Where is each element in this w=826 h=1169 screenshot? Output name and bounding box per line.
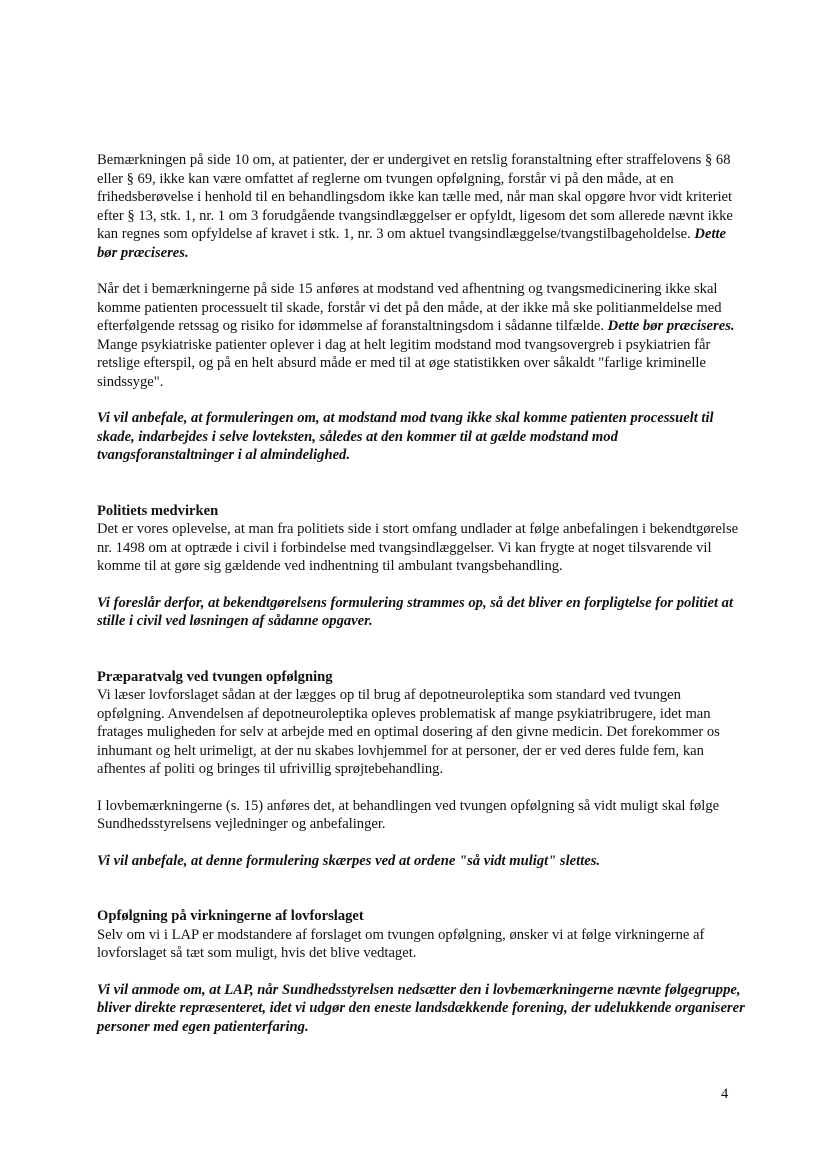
section-police	[97, 502, 747, 576]
section-follow-up	[97, 907, 747, 963]
section-body: Vi læser lovforslaget sådan at der lægges op til brug af depotneuroleptika som standard ved tvungen opfølgning. Anvendelsen af depotneuroleptika opleves problematisk af mange psykiatribrugere, idet man fratages muligheden for selv at arbejde med en optimal dosering af den givne medicin. Det forekommer os inhumant og helt urimeligt, at der nu skabes lovhjemmel for at personer, der er ved deres fulde fem, kan afhentes af politi og bringes til ufrivillig sprøjtebehandling.	[97, 687, 720, 777]
page-number: 4	[721, 1086, 729, 1102]
section-heading: Præparatvalg ved tvungen opfølgning	[97, 668, 333, 685]
section-heading: Opfølgning på virkningerne af lovforslaget	[97, 908, 364, 924]
section-drug-choice	[97, 668, 747, 779]
section-body: Det er vores oplevelse, at man fra politiets side i stort omfang undlader at følge anbefalingen i bekendtgørelse nr. 1498 om at optræde i civil i forbindelse med tvangsindlæggelser. Vi kan frygte at noget tilsvarende vil komme til at gøre sig gældende ved indhentning til ambulant tvangsbehandling.	[97, 521, 739, 574]
section-body: Selv om vi i LAP er modstandere af forslaget om tvungen opfølgning, ønsker vi at følge virkningerne af lovforslaget så tæt som muligt, hvis det blive vedtaget.	[97, 926, 705, 961]
section-heading: Politiets medvirken	[97, 502, 219, 519]
paragraph-remark-page-10: Bemærkningen på side 10 om, at patienter, der er undergivet en retslig foranstaltning efter straffelovens § 68 eller § 69, ikke kan være omfattet af reglerne om tvungen opfølgning, forstår vi på den måde, at en frihedsberøvelse i henhold til en behandlingsdom ikke kan tælle med, når man skal opgøre hvor vidt kriteriet efter § 13, stk. 1, nr. 1 om 3 forudgående tvangsindlæggelser er opfyldt, ligesom det som allerede nævnt ikke kan regnes som opfyldelse af kravet i stk. 1, nr. 3 om aktuel tvangsindlæggelse/tvangstilbageholdelse. Dette bør præciseres.	[97, 152, 733, 261]
recommendation-police: Vi foreslår derfor, at bekendtgørelsens formulering strammes op, så det bliver en forpligtelse for politiet at stille i civil ved løsningen af sådanne opgaver.	[97, 594, 734, 629]
emphasis-clarify: Dette bør præciseres.	[607, 318, 735, 334]
recommendation-resistance: Vi vil anbefale, at formuleringen om, at modstand mod tvang ikke skal komme patienten processuelt til skade, indarbejdes i selve lovteksten, således at den kommer til at gælde modstand mod tvangsforanstaltninger i al almindelighed.	[97, 410, 714, 463]
paragraph-guidelines: I lovbemærkningerne (s. 15) anføres det, at behandlingen ved tvungen opfølgning så vidt muligt skal følge Sundhedsstyrelsens vejledninger og anbefalinger.	[97, 797, 720, 832]
emphasis-clarify: Dette bør præciseres.	[97, 226, 727, 261]
document-body	[97, 151, 747, 1036]
paragraph-remark-page-15: Når det i bemærkningerne på side 15 anføres at modstand ved afhentning og tvangsmedicinering ikke skal komme patienten processuelt til skade, forstår vi det på den måde, at der ikke må ske politianmeldelse med efterfølgende retssag og risiko for idømmelse af foranstaltningsdom i sådanne tilfælde. Dette bør præciseres. Mange psykiatriske patienter oplever i dag at helt legitim modstand mod tvangsovergreb i psykiatrien får retslige efterspil, og på en helt absurd måde er med til at øge statistikken over såkaldt "farlige kriminelle sindssyge".	[97, 281, 735, 390]
recommendation-guidelines: Vi vil anbefale, at denne formulering skærpes ved at ordene "så vidt muligt" slettes.	[97, 852, 601, 869]
request-follow-group: Vi vil anmode om, at LAP, når Sundhedsstyrelsen nedsætter den i lovbemærkningerne nævnte følgegruppe, bliver direkte repræsenteret, idet vi udgør den eneste landsdækkende forening, der udelukkende organiserer personer med egen patienterfaring.	[97, 981, 745, 1035]
